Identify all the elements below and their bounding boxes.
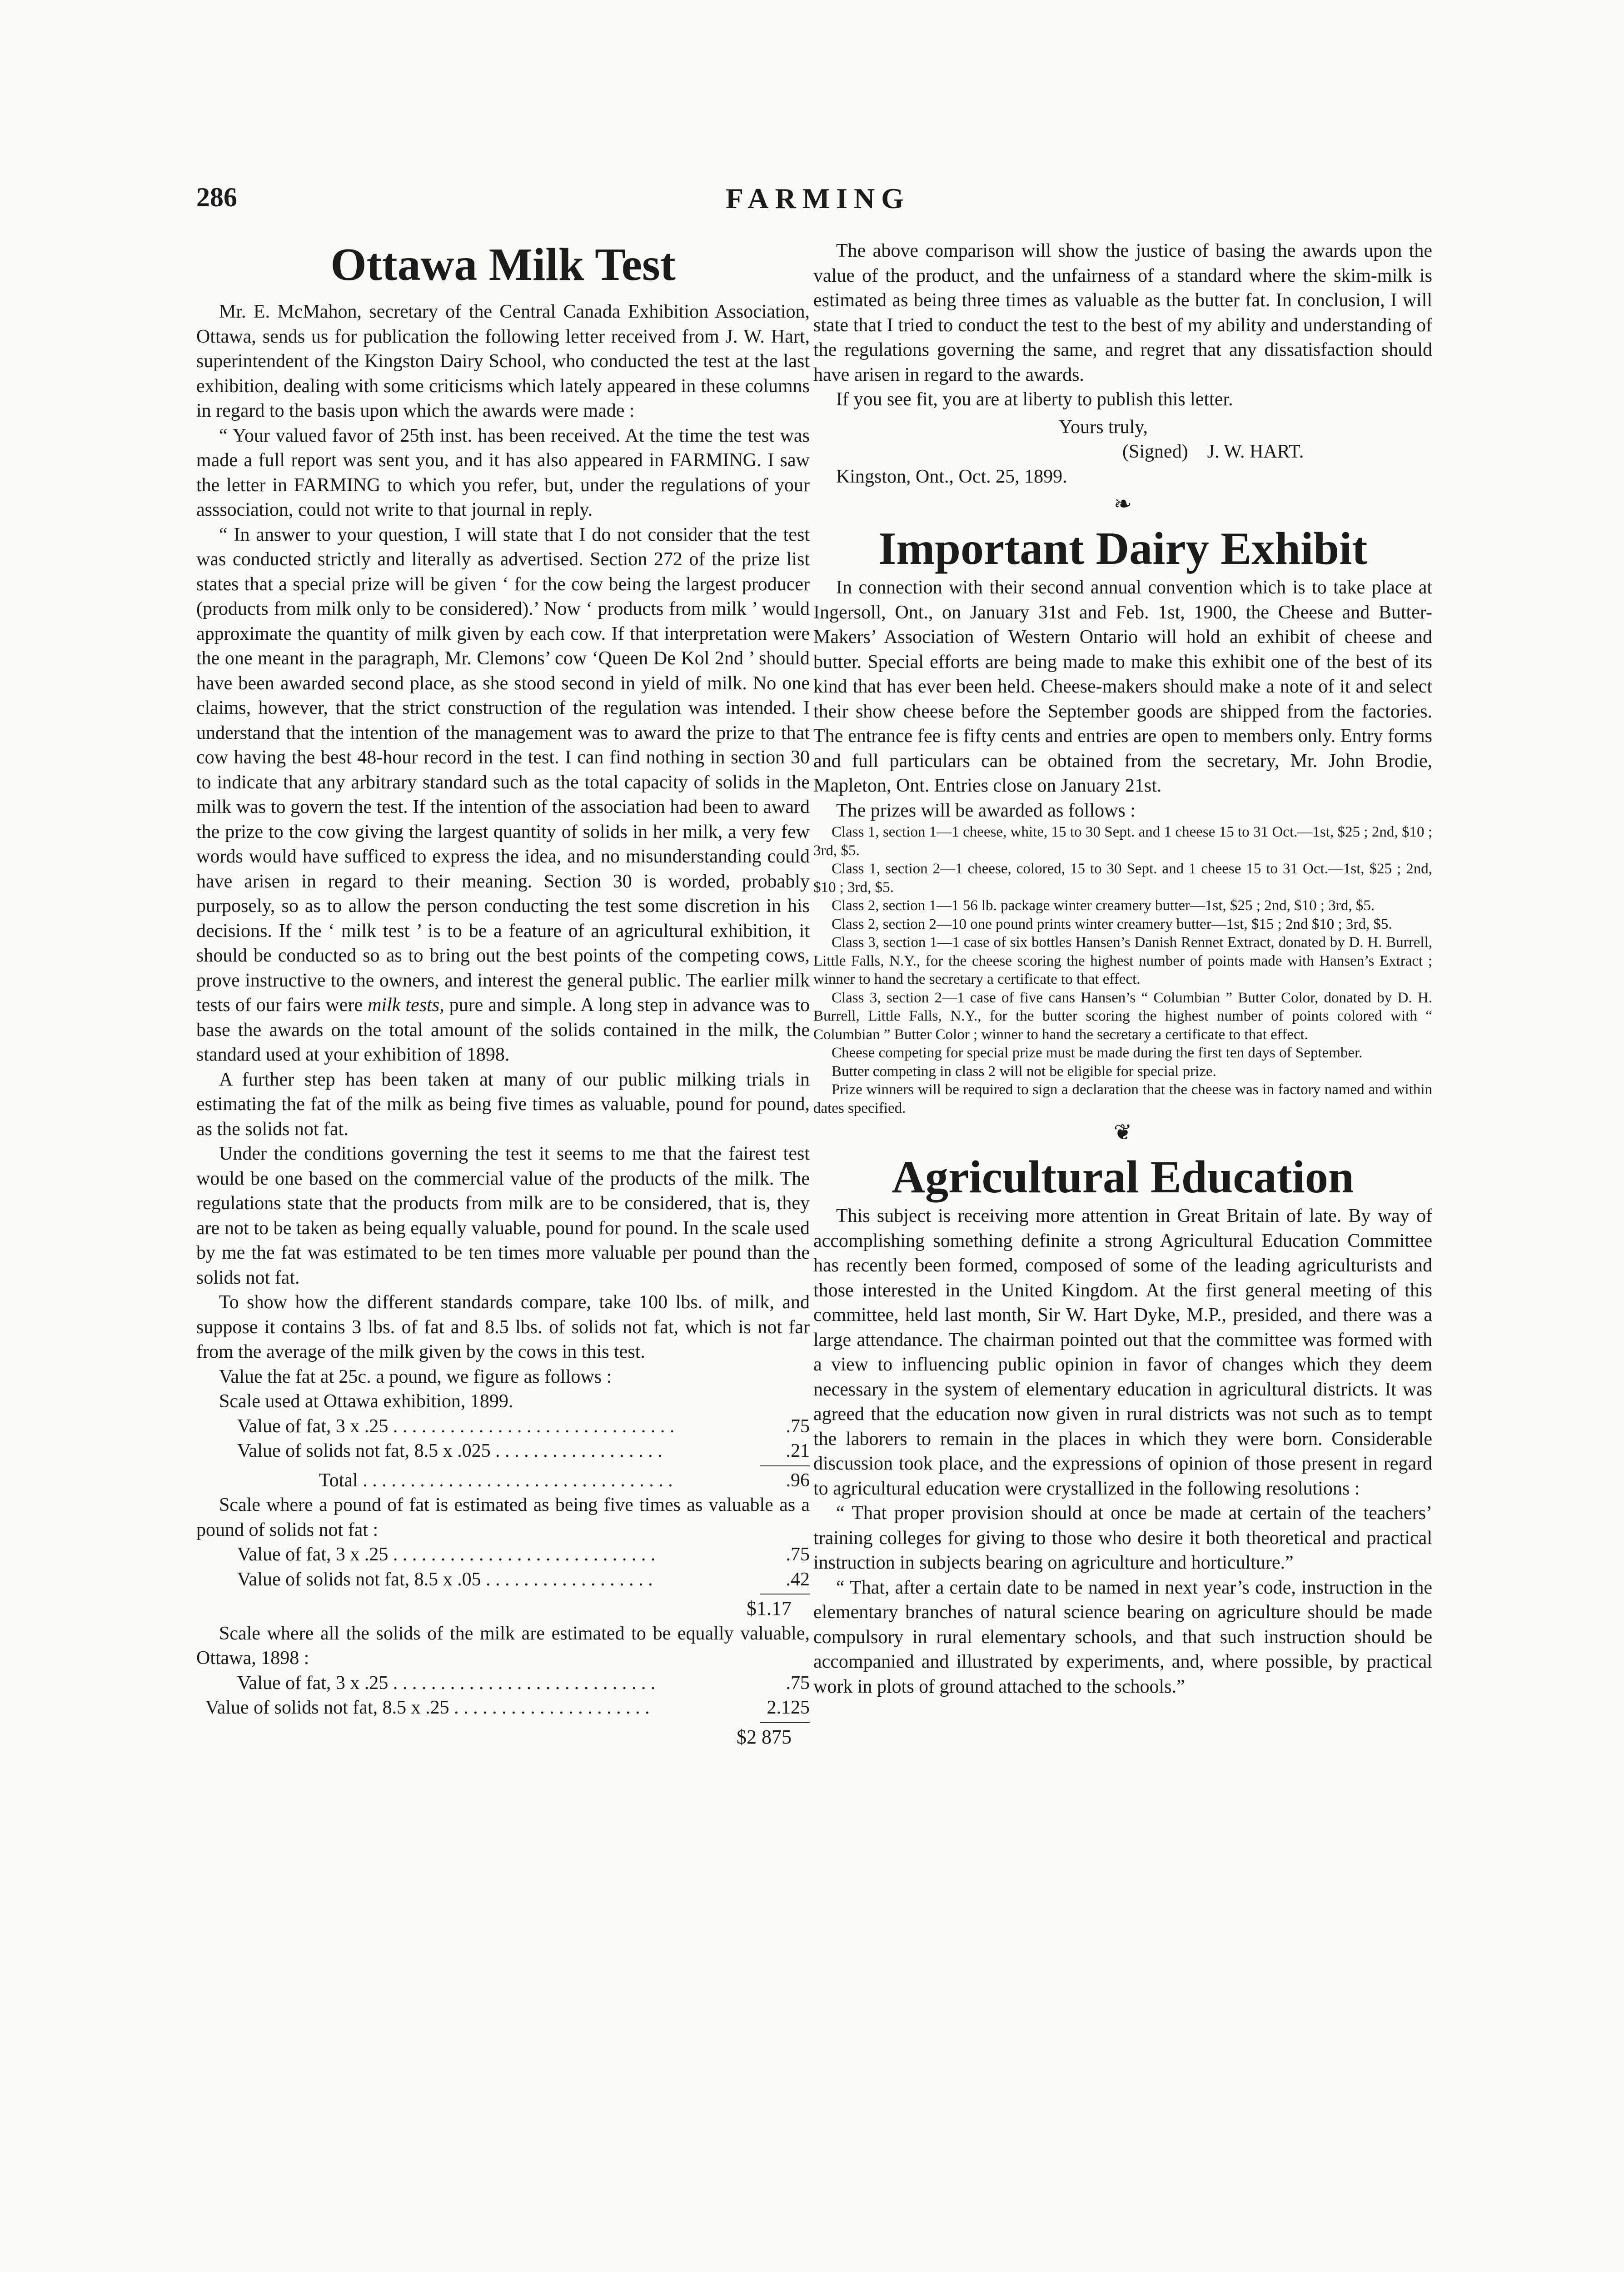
scale-label: Value of solids not fat, 8.5 x .25 . . . . . . . . . . . . . . . . . . . . . [205,1697,650,1718]
running-title: FARMING [725,182,911,214]
page-number: 286 [196,182,237,212]
paragraph-text: pure and simple. A long step in advance was to base the awards on the total amount of the solids contained in the milk, the standard used at your exhibition of 1898. [196,995,810,1065]
paragraph: If you see fit, you are at liberty to publish this letter. [836,389,1233,410]
paragraph: A further step has been taken at many of our public milking trials in estimating the fat of the milk as being five times as valuable, pound for pound, as the solids not fat. [196,1069,810,1140]
prize-item: Class 1, section 1—1 cheese, white, 15 to 30 Sept. and 1 cheese 15 to 31 Oct.—1st, $25 ; 2nd, $10 ; 3rd, $5. [813,824,1432,859]
divider [760,1465,810,1466]
scale-value: 2.125 [767,1697,810,1718]
scale-value: .42 [786,1569,810,1590]
paragraph: “ That, after a certain date to be named in next year’s code, instruction in the elementary branches of natural science bearing on agriculture should be made compulsory in rural elementary schools, and that such instruction should be accompanied and illustrated by experiments, and, where possible, by practical work in plots of ground attached to the schools.” [813,1577,1432,1697]
divider [760,1722,810,1723]
paragraph: “ Your valued favor of 25th inst. has been received. At the time the test was made a full report was sent you, and it has also appeared in FARMING. I saw the letter in FARMING to which you refer, but, under the regulations of your asssociation, could not write to that journal in reply. [196,425,810,520]
scale-value: .96 [786,1470,810,1491]
scale-row [196,1567,810,1592]
prize-item: Prize winners will be required to sign a declaration that the cheese was in factory named and within dates specified. [813,1081,1432,1116]
paragraph [196,523,810,1067]
paragraph: To show how the different standards compare, take 100 lbs. of milk, and suppose it contains 3 lbs. of fat and 8.5 lbs. of solids not fat, which is not far from the average of the milk given by the cows in this test. [196,1292,810,1362]
paragraph: The prizes will be awarded as follows : [836,800,1136,821]
paragraph-text: “ In answer to your question, I will state that I do not consider that the test was conducted strictly and literally as advertised. Section 272 of the prize list states that a special prize will be given ‘ for the cow being the largest producer (products from milk only to be considered).’ Now ‘ products from milk ’ would approximate the quantity of milk given by each cow. If that interpretation were the one meant in the paragraph, Mr. Clemons’ cow ‘Queen De Kol 2nd ’ should have been awarded second place, as she stood second in yield of milk. No one claims, however, that the strict construction of the regulation was intended. I understand that the intention of the management was to award the prize to that cow having the best 48-hour record in the test. I can find nothing in section 30 to indicate that any arbitrary standard such as the total capacity of solids in the milk was to govern the test. If the intention of the association had been to award the prize to the cow giving the largest quantity of solids in her milk, a very few words would have sufficed to express the idea, and no misunderstanding could have arisen in regard to their meaning. Section 30 is worded, probably purposely, so as to allow the person conducting the test some discretion in his decisions. If the ‘ milk test ’ is to be a feature of an agricultural exhibition, it should be conducted so as to bring out the best points of the competing cows, prove instructive to the owners, and interest the general public. The earlier milk tests of our fairs were [196,524,810,1016]
scale-label: Total . . . . . . . . . . . . . . . . . . . . . . . . . . . . . . . . . [319,1470,673,1491]
prize-item: Class 2, section 2—10 one pound prints winter creamery butter—1st, $15 ; 2nd $10 ; 3rd, $5. [832,916,1392,932]
scale-row [196,1542,810,1567]
scale-value: .75 [786,1544,810,1565]
scale-value: .75 [786,1415,810,1437]
scale-label: Value of fat, 3 x .25 . . . . . . . . . . . . . . . . . . . . . . . . . . . . . . [237,1415,675,1437]
scale-row [196,1414,810,1439]
paragraph: “ That proper provision should at once be made at certain of the teachers’ training colleges for giving to those who desire it both theoretical and practical instruction in subjects bearing on agriculture and horticulture.” [813,1503,1432,1573]
scale-table-equal [196,1621,810,1750]
scale-label: Value of fat, 3 x .25 . . . . . . . . . . . . . . . . . . . . . . . . . . . . [237,1672,656,1694]
scale-row [196,1439,810,1464]
scale-table-five-times [196,1493,810,1621]
scale-total-row [196,1468,810,1493]
scale-label: Value of solids not fat, 8.5 x .05 . . . . . . . . . . . . . . . . . . [237,1569,653,1590]
prize-item: Butter competing in class 2 will not be eligible for special prize. [832,1063,1216,1080]
ornament-icon: ❦ [1113,1121,1132,1145]
paragraph: In connection with their second annual convention which is to take place at Ingersoll, Ont., on January 31st and Feb. 1st, 1900, the Cheese and Butter-Makers’ Association of Western Ontario will hold an exhibit of cheese and butter. Special efforts are being made to make this exhibit one of the best of its kind that has ever been held. Cheese-makers should make a note of it and select their show cheese before the September goods are shipped from the factories. The entrance fee is fifty cents and entries are open to members only. Entry forms and full particulars can be obtained from the secretary, Mr. John Brodie, Mapleton, Ont. Entries close on January 21st. [813,577,1432,796]
scale-row [196,1671,810,1696]
scale-label: Value of solids not fat, 8.5 x .025 . . . . . . . . . . . . . . . . . . [237,1440,663,1461]
scale-total: $1.17 [747,1597,792,1619]
right-column [813,239,1432,1699]
scale-table-1899 [196,1389,810,1493]
scale-label: Value of fat, 3 x .25 . . . . . . . . . . . . . . . . . . . . . . . . . . . . [237,1544,656,1565]
article-title-agricultural-education: Agricultural Education [892,1151,1354,1203]
closing: Yours truly, [1059,416,1148,438]
scale-heading: Scale used at Ottawa exhibition, 1899. [219,1391,513,1412]
letter-signature [813,415,1432,489]
paragraph: Mr. E. McMahon, secretary of the Central Canada Exhibition Association, Ottawa, sends us for publication the following letter received from J. W. Hart, superintendent of the Kingston Dairy School, who conducted the test at the last exhibition, dealing with some criticisms which lately appeared in these columns in regard to the basis upon which the awards were made : [196,301,810,421]
prize-list [813,823,1432,1117]
prize-item: Class 3, section 1—1 case of six bottles Hansen’s Danish Rennet Extract, donated by D. H. Burrell, Little Falls, N.Y., for the cheese scoring the highest number of points made with Hansen’s Extract ; winner to hand the secretary a certificate to that effect. [813,934,1432,987]
prize-item: Cheese competing for special prize must be made during the first ten days of September. [832,1045,1363,1061]
left-column [196,239,810,1749]
paragraph: Value the fat at 25c. a pound, we figure as follows : [219,1366,612,1387]
prize-item: Class 1, section 2—1 cheese, colored, 15 to 30 Sept. and 1 cheese 15 to 31 Oct.—1st, $25 ; 2nd, $10 ; 3rd, $5. [813,861,1432,896]
scale-heading: Scale where a pound of fat is estimated as being five times as valuable as a pound of solids not fat : [196,1495,810,1540]
prize-item: Class 2, section 1—1 56 lb. package winter creamery butter—1st, $25 ; 2nd, $10 ; 3rd, $5. [832,897,1375,914]
scale-value: .21 [786,1440,810,1461]
article-title-ottawa: Ottawa Milk Test [330,239,676,290]
paragraph: Under the conditions governing the test it seems to me that the fairest test would be one based on the commercial value of the products of the milk. The regulations state that the products from milk are to be considered, that is, they are not to be taken as being equally valuable, pound for pound. In the scale used by me the fat was estimated to be ten times more valuable per pound than the solids not fat. [196,1143,810,1288]
scale-total: $2 875 [737,1725,792,1748]
letter-place-date: Kingston, Ont., Oct. 25, 1899. [836,466,1067,487]
italic-phrase: milk tests, [368,995,444,1016]
scale-value: .75 [786,1672,810,1694]
paragraph: The above comparison will show the justice of basing the awards upon the value of the product, and the unfairness of a standard where the skim-milk is estimated as being three times as valuable as the butter fat. In conclusion, I will state that I tried to conduct the test to the best of my ability and understanding of the regulations governing the same, and regret that any dissatisfaction should have arisen in regard to the awards. [813,240,1432,385]
scale-row [196,1695,810,1720]
signed-name: (Signed) J. W. HART. [1122,441,1304,462]
scale-heading: Scale where all the solids of the milk are estimated to be equally valuable, Ottawa, 1898 : [196,1623,810,1669]
prize-item: Class 3, section 2—1 case of five cans Hansen’s “ Columbian ” Butter Color, donated by D. H. Burrell, Little Falls, N.Y., for the butter scoring the highest number of points colored with “ Columbian ” Butter Color ; winner to hand the secretary a certificate to that effect. [813,989,1432,1043]
article-title-dairy-exhibit: Important Dairy Exhibit [878,523,1368,574]
paragraph: This subject is receiving more attention in Great Britain of late. By way of accomplishing something definite a strong Agricultural Education Committee has recently been formed, composed of some of the leading agriculturists and those interested in the United Kingdom. At the first general meeting of this committee, held last month, Sir W. Hart Dyke, M.P., presided, and there was a large attendance. The chairman pointed out that the committee was formed with a view to influencing public opinion in favor of changes which they deem necessary in the system of elementary education in agricultural districts. It was agreed that the education now given in rural districts was not such as to tempt the laborers to remain in the places in which they were born. Considerable discussion took place, and the expressions of opinion of those present in regard to agricultural education were crystallized in the following resolutions : [813,1206,1432,1499]
ornament-icon: ❧ [1113,492,1132,516]
